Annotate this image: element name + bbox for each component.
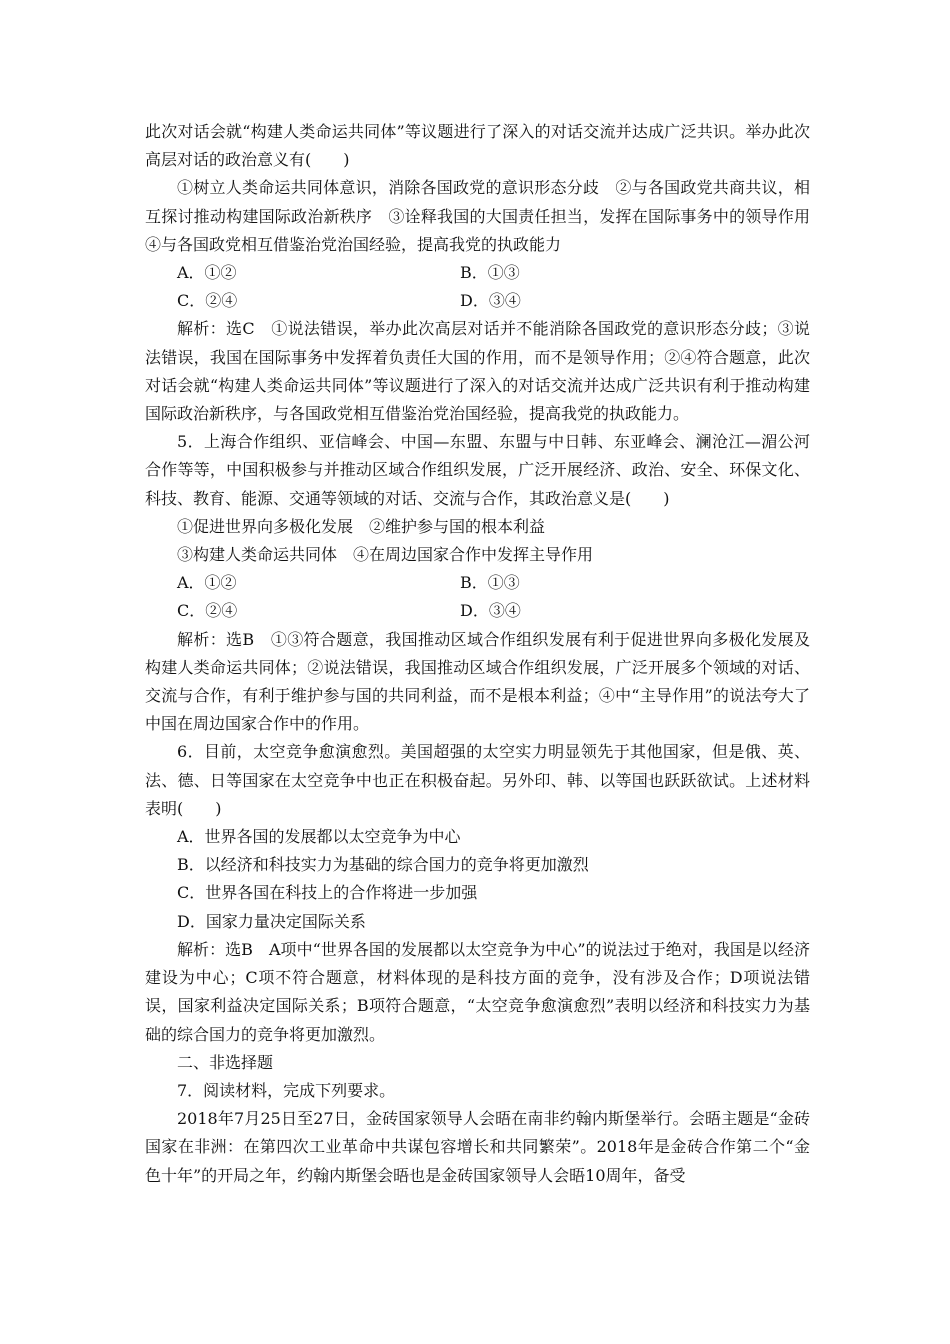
- q4-option-a: A．①②: [177, 263, 237, 283]
- q6-stem: 6．目前，太空竞争愈演愈烈。美国超强的太空实力明显领先于其他国家，但是俄、英、法、德、日等国家在太空竞争中也正在积极奋起。另外印、韩、以等国也跃跃欲试。上述材料表明( ): [145, 742, 810, 818]
- q6-option-c: C．世界各国在科技上的合作将进一步加强: [177, 883, 478, 903]
- section-heading: 二、非选择题: [177, 1052, 274, 1072]
- q5-options-row-2: [145, 597, 810, 625]
- q5-statement-1: ①促进世界向多极化发展 ②维护参与国的根本利益: [177, 516, 546, 536]
- q5-option-b: B．①③: [460, 573, 520, 593]
- q5-statement-2: ③构建人类命运共同体 ④在周边国家合作中发挥主导作用: [177, 545, 594, 565]
- q6-option-d: D．国家力量决定国际关系: [177, 911, 366, 931]
- q5-stem: 5．上海合作组织、亚信峰会、中国—东盟、东盟与中日韩、东亚峰会、澜沧江—湄公河合作等等，中国积极参与并推动区域合作组织发展，广泛开展经济、政治、安全、环保文化、科技、教育、能源、交通等领域的对话、交流与合作，其政治意义是( ): [145, 432, 810, 508]
- q6-option-a: A．世界各国的发展都以太空竞争为中心: [177, 827, 461, 847]
- q4-stem-continued: 此次对话会就“构建人类命运共同体”等议题进行了深入的对话交流并达成广泛共识。举办此次高层对话的政治意义有( ): [145, 122, 810, 170]
- document-page: [145, 118, 827, 1190]
- q5-options-row-1: [145, 569, 810, 597]
- q4-analysis: 解析：选C ①说法错误，举办此次高层对话并不能消除各国政党的意识形态分歧；③说法错误，我国在国际事务中发挥着负责任大国的作用，而不是领导作用；②④符合题意，此次对话会就“构建人类命运共同体”等议题进行了深入的对话交流并达成广泛共识有利于推动构建国际政治新秩序，与各国政党相互借鉴治党治国经验，提高我党的执政能力。: [145, 319, 810, 424]
- q5-analysis: 解析：选B ①③符合题意，我国推动区域合作组织发展有利于促进世界向多极化发展及构建人类命运共同体；②说法错误，我国推动区域合作组织发展，广泛开展多个领域的对话、交流与合作，有利于维护参与国的共同利益，而不是根本利益；④中“主导作用”的说法夸大了中国在周边国家合作中的作用。: [145, 629, 810, 734]
- q4-option-b: B．①③: [460, 263, 520, 283]
- q7-stem: 7．阅读材料，完成下列要求。: [177, 1080, 396, 1100]
- q6-option-b: B．以经济和科技实力为基础的综合国力的竞争将更加激烈: [177, 855, 589, 875]
- q5-option-d: D．③④: [460, 601, 521, 621]
- q5-option-a: A．①②: [177, 573, 237, 593]
- q7-material: 2018年7月25日至27日，金砖国家领导人会晤在南非约翰内斯堡举行。会晤主题是“金砖国家在非洲：在第四次工业革命中共谋包容增长和共同繁荣”。2018年是金砖合作第二个“金色十年”的开局之年，约翰内斯堡会晤也是金砖国家领导人会晤10周年，备受: [145, 1109, 810, 1185]
- q4-options-row-1: [145, 259, 810, 287]
- q4-option-c: C．②④: [177, 291, 238, 311]
- q6-analysis: 解析：选B A项中“世界各国的发展都以太空竞争为中心”的说法过于绝对，我国是以经济建设为中心；C项不符合题意，材料体现的是科技方面的竞争，没有涉及合作；D项说法错误，国家利益决定国际关系；B项符合题意，“太空竞争愈演愈烈”表明以经济和科技实力为基础的综合国力的竞争将更加激烈。: [145, 939, 810, 1044]
- q4-statements: ①树立人类命运共同体意识，消除各国政党的意识形态分歧 ②与各国政党共商共议，相互探讨推动构建国际政治新秩序 ③诠释我国的大国责任担当，发挥在国际事务中的领导作用 ④与各国政党相互借鉴治党治国经验，提高我党的执政能力: [145, 178, 827, 254]
- q5-option-c: C．②④: [177, 601, 238, 621]
- q4-options-row-2: [145, 287, 810, 315]
- q4-option-d: D．③④: [460, 291, 521, 311]
